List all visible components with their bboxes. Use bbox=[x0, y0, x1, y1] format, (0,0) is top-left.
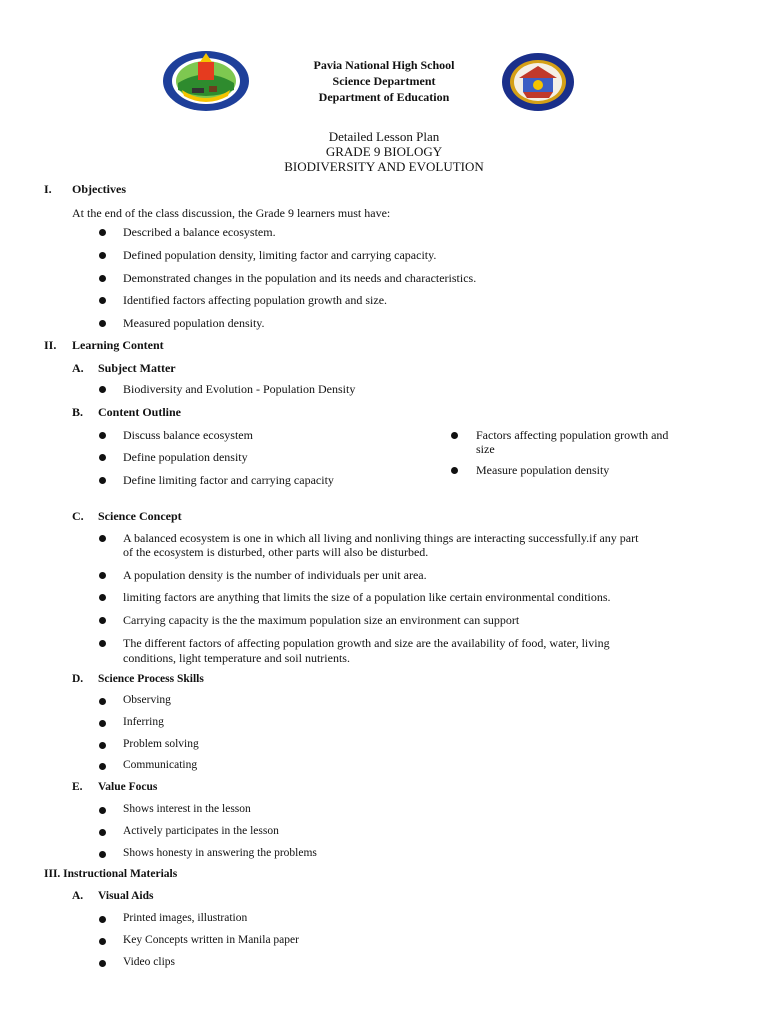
bullet-icon bbox=[99, 454, 106, 461]
department-name: Science Department bbox=[332, 74, 436, 88]
doc-subtitle-topic: BIODIVERSITY AND EVOLUTION bbox=[284, 159, 484, 174]
subsection-letter: A. bbox=[72, 361, 84, 375]
section-heading-instructional-materials: III. Instructional Materials bbox=[44, 868, 178, 880]
doc-subtitle-grade: GRADE 9 BIOLOGY bbox=[325, 144, 443, 159]
section-numeral: II. bbox=[44, 338, 57, 352]
list-item: Key Concepts written in Manila paper bbox=[123, 934, 299, 946]
bullet-icon bbox=[99, 938, 106, 945]
subsection-heading-content-outline: Content Outline bbox=[98, 405, 182, 419]
list-item: Shows honesty in answering the problems bbox=[123, 847, 317, 859]
list-item: limiting factors are anything that limits the size of a population like certain environmental conditions. bbox=[123, 590, 611, 604]
bullet-icon bbox=[99, 432, 106, 439]
bullet-icon bbox=[99, 297, 106, 304]
list-item: Discuss balance ecosystem bbox=[123, 428, 253, 442]
bullet-icon bbox=[99, 275, 106, 282]
section-numeral: I. bbox=[44, 182, 52, 196]
agency-name: Department of Education bbox=[318, 90, 450, 104]
list-item: Problem solving bbox=[123, 738, 199, 750]
list-item: Actively participates in the lesson bbox=[123, 825, 279, 837]
list-item: Observing bbox=[123, 694, 171, 706]
subsection-letter: D. bbox=[72, 673, 84, 685]
list-item-continuation: conditions, light temperature and soil nutrients. bbox=[123, 651, 350, 665]
list-item: Identified factors affecting population growth and size. bbox=[123, 293, 388, 307]
doc-title: Detailed Lesson Plan bbox=[328, 129, 440, 144]
list-item: Measured population density. bbox=[123, 316, 265, 330]
list-item: Define population density bbox=[123, 450, 248, 464]
section-heading-learning-content: Learning Content bbox=[72, 338, 164, 352]
bullet-icon bbox=[99, 640, 106, 647]
bullet-icon bbox=[99, 916, 106, 923]
list-item-continuation: of the ecosystem is disturbed, other parts will also be disturbed. bbox=[123, 545, 429, 559]
objectives-intro: At the end of the class discussion, the Grade 9 learners must have: bbox=[72, 206, 391, 220]
bullet-icon bbox=[99, 320, 106, 327]
subsection-heading-process-skills: Science Process Skills bbox=[98, 673, 204, 685]
bullet-icon bbox=[99, 535, 106, 542]
list-item: Carrying capacity is the the maximum population size an environment can support bbox=[123, 613, 520, 627]
bullet-icon bbox=[99, 594, 106, 601]
school-name: Pavia National High School bbox=[313, 58, 455, 72]
subsection-heading-value-focus: Value Focus bbox=[98, 781, 158, 793]
bullet-icon bbox=[99, 720, 106, 727]
list-item: Communicating bbox=[123, 759, 198, 771]
list-item: A balanced ecosystem is one in which all living and nonliving things are interacting successfully.if any part bbox=[123, 531, 639, 545]
bullet-icon bbox=[99, 807, 106, 814]
bullet-icon bbox=[99, 698, 106, 705]
subsection-letter: B. bbox=[72, 405, 84, 419]
subsection-heading-subject-matter: Subject Matter bbox=[98, 361, 176, 375]
bullet-icon bbox=[99, 572, 106, 579]
bullet-icon bbox=[99, 252, 106, 259]
bullet-icon bbox=[99, 829, 106, 836]
bullet-icon bbox=[99, 386, 106, 393]
list-item: Inferring bbox=[123, 716, 164, 728]
list-item: Measure population density bbox=[476, 463, 610, 477]
list-item: Define limiting factor and carrying capacity bbox=[123, 473, 334, 487]
list-item: Demonstrated changes in the population and its needs and characteristics. bbox=[123, 271, 477, 285]
list-item: Video clips bbox=[123, 956, 176, 968]
bullet-icon bbox=[99, 229, 106, 236]
subsection-letter: A. bbox=[72, 890, 84, 902]
list-item: Defined population density, limiting factor and carrying capacity. bbox=[123, 248, 437, 262]
subsection-letter: E. bbox=[72, 781, 83, 793]
subsection-heading-visual-aids: Visual Aids bbox=[98, 890, 154, 902]
bullet-icon bbox=[99, 960, 106, 967]
bullet-icon bbox=[99, 617, 106, 624]
subsection-heading-science-concept: Science Concept bbox=[98, 509, 182, 523]
bullet-icon bbox=[99, 851, 106, 858]
list-item: Biodiversity and Evolution - Population Density bbox=[123, 382, 356, 396]
subsection-letter: C. bbox=[72, 509, 84, 523]
bullet-icon bbox=[451, 467, 458, 474]
list-item: Shows interest in the lesson bbox=[123, 803, 251, 815]
list-item: Printed images, illustration bbox=[123, 912, 248, 924]
section-heading-objectives: Objectives bbox=[72, 182, 126, 196]
bullet-icon bbox=[99, 763, 106, 770]
bullet-icon bbox=[99, 742, 106, 749]
list-item-continuation: size bbox=[476, 442, 495, 456]
list-item: The different factors of affecting population growth and size are the availability of food, water, living bbox=[123, 636, 610, 650]
bullet-icon bbox=[451, 432, 458, 439]
list-item: Factors affecting population growth and bbox=[476, 428, 669, 442]
list-item: A population density is the number of individuals per unit area. bbox=[123, 568, 427, 582]
bullet-icon bbox=[99, 477, 106, 484]
list-item: Described a balance ecosystem. bbox=[123, 225, 276, 239]
